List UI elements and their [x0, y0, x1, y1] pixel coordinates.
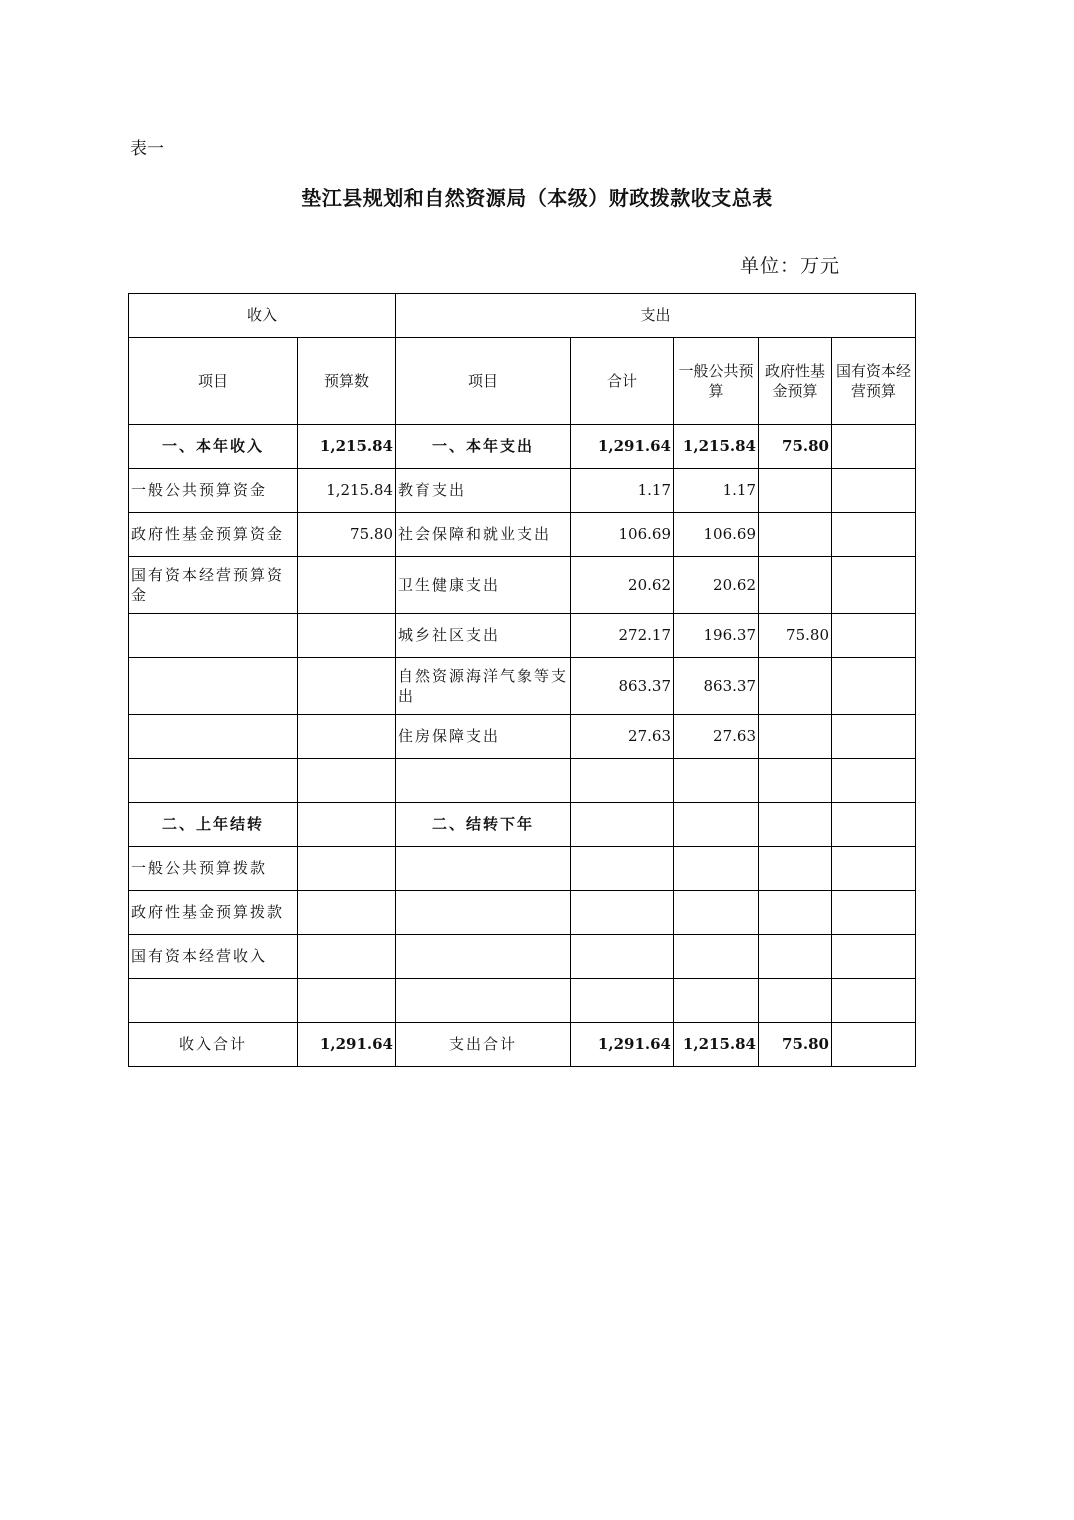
expense-total: 27.63: [571, 715, 674, 759]
income-item: [129, 979, 298, 1023]
expense-gov-fund: 75.80: [759, 614, 832, 658]
page-title: 垫江县规划和自然资源局（本级）财政拨款收支总表: [301, 186, 773, 210]
expense-state: [832, 935, 916, 979]
expense-item: 城乡社区支出: [396, 614, 571, 658]
expense-total: 20.62: [571, 557, 674, 614]
expense-item: 一、本年支出: [396, 425, 571, 469]
expense-state: [832, 425, 916, 469]
expense-general: [674, 803, 759, 847]
table-number-label: 表一: [130, 139, 164, 159]
income-item: 国有资本经营收入: [129, 935, 298, 979]
expense-state: [832, 759, 916, 803]
income-value: 1,215.84: [298, 469, 396, 513]
income-total-label: 收入合计: [129, 1023, 298, 1067]
expense-total: 1,291.64: [571, 425, 674, 469]
income-item: [129, 759, 298, 803]
table-row: [129, 425, 916, 469]
income-item: 一般公共预算资金: [129, 469, 298, 513]
expense-total: [571, 803, 674, 847]
expense-total: 863.37: [571, 658, 674, 715]
income-item: 政府性基金预算资金: [129, 513, 298, 557]
expense-general: [674, 759, 759, 803]
expense-general: [674, 847, 759, 891]
header-total: 合计: [571, 338, 674, 425]
expense-item: 社会保障和就业支出: [396, 513, 571, 557]
expense-state: [832, 469, 916, 513]
expense-total-label: 支出合计: [396, 1023, 571, 1067]
income-value: [298, 614, 396, 658]
expense-general: [674, 935, 759, 979]
income-item: 一般公共预算拨款: [129, 847, 298, 891]
income-item: 一、本年收入: [129, 425, 298, 469]
income-value: [298, 557, 396, 614]
income-value: [298, 803, 396, 847]
expense-general: 1.17: [674, 469, 759, 513]
table-row: [129, 557, 916, 614]
header-gov-fund-budget: 政府性基金预算: [759, 338, 832, 425]
expense-gov-fund: [759, 847, 832, 891]
expense-state: [832, 891, 916, 935]
income-value: [298, 715, 396, 759]
totals-row: [129, 1023, 916, 1067]
finance-table: [128, 293, 916, 1067]
income-value: [298, 847, 396, 891]
expense-general: 863.37: [674, 658, 759, 715]
expense-gov-fund: [759, 557, 832, 614]
expense-state: [832, 658, 916, 715]
table-row: [129, 513, 916, 557]
expense-item: 二、结转下年: [396, 803, 571, 847]
header-expense: 支出: [396, 294, 916, 338]
header-budget: 预算数: [298, 338, 396, 425]
expense-item: 教育支出: [396, 469, 571, 513]
expense-general: [674, 979, 759, 1023]
income-value: [298, 891, 396, 935]
expense-state: [832, 847, 916, 891]
expense-gov-fund: 75.80: [759, 425, 832, 469]
expense-gov-fund: [759, 658, 832, 715]
expense-total: [571, 891, 674, 935]
table-row: [129, 614, 916, 658]
table-row: [129, 715, 916, 759]
expense-total-general: 1,215.84: [674, 1023, 759, 1067]
expense-state: [832, 715, 916, 759]
income-value: 75.80: [298, 513, 396, 557]
table-row: [129, 469, 916, 513]
income-total-value: 1,291.64: [298, 1023, 396, 1067]
expense-state: [832, 979, 916, 1023]
table-row: [129, 759, 916, 803]
expense-general: 20.62: [674, 557, 759, 614]
expense-total: [571, 847, 674, 891]
expense-general: 27.63: [674, 715, 759, 759]
expense-item: 自然资源海洋气象等支出: [396, 658, 571, 715]
income-value: [298, 759, 396, 803]
expense-total: [571, 759, 674, 803]
income-item: 二、上年结转: [129, 803, 298, 847]
expense-gov-fund: [759, 891, 832, 935]
table-row: [129, 979, 916, 1023]
expense-gov-fund: [759, 715, 832, 759]
header-income-item: 项目: [129, 338, 298, 425]
table-row: [129, 935, 916, 979]
expense-item: [396, 979, 571, 1023]
unit-label: 单位：万元: [740, 255, 841, 277]
expense-general: 106.69: [674, 513, 759, 557]
expense-general: 196.37: [674, 614, 759, 658]
income-item: [129, 614, 298, 658]
expense-state: [832, 513, 916, 557]
table-row: [129, 803, 916, 847]
header-expense-item: 项目: [396, 338, 571, 425]
expense-total: 106.69: [571, 513, 674, 557]
expense-total-state: [832, 1023, 916, 1067]
expense-gov-fund: [759, 935, 832, 979]
income-value: 1,215.84: [298, 425, 396, 469]
expense-general: 1,215.84: [674, 425, 759, 469]
expense-state: [832, 557, 916, 614]
expense-total: 1.17: [571, 469, 674, 513]
expense-item: [396, 759, 571, 803]
expense-item: 住房保障支出: [396, 715, 571, 759]
income-item: 政府性基金预算拨款: [129, 891, 298, 935]
expense-state: [832, 803, 916, 847]
expense-item: [396, 935, 571, 979]
expense-total-gov-fund: 75.80: [759, 1023, 832, 1067]
expense-gov-fund: [759, 759, 832, 803]
expense-total-value: 1,291.64: [571, 1023, 674, 1067]
table-row: [129, 891, 916, 935]
expense-item: [396, 847, 571, 891]
expense-gov-fund: [759, 803, 832, 847]
income-item: [129, 658, 298, 715]
expense-item: 卫生健康支出: [396, 557, 571, 614]
income-value: [298, 658, 396, 715]
expense-total: 272.17: [571, 614, 674, 658]
header-income: 收入: [129, 294, 396, 338]
income-item: 国有资本经营预算资金: [129, 557, 298, 614]
expense-gov-fund: [759, 469, 832, 513]
table-row: [129, 847, 916, 891]
table-row: [129, 658, 916, 715]
expense-gov-fund: [759, 979, 832, 1023]
expense-total: [571, 935, 674, 979]
income-item: [129, 715, 298, 759]
expense-state: [832, 614, 916, 658]
expense-gov-fund: [759, 513, 832, 557]
header-state-capital-budget: 国有资本经营预算: [832, 338, 916, 425]
expense-item: [396, 891, 571, 935]
expense-general: [674, 891, 759, 935]
header-general-budget: 一般公共预算: [674, 338, 759, 425]
expense-total: [571, 979, 674, 1023]
income-value: [298, 979, 396, 1023]
income-value: [298, 935, 396, 979]
